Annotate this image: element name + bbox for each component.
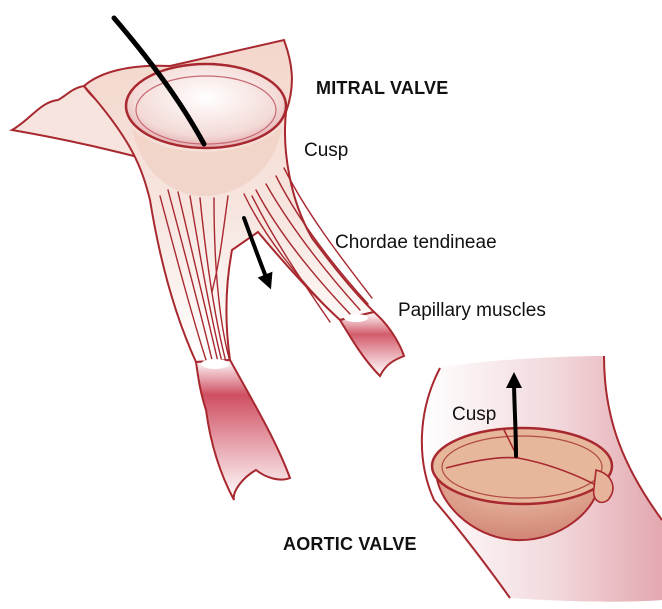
aortic-valve [422,356,662,602]
mitral-valve-title: MITRAL VALVE [316,78,449,98]
muscle-highlight-left [201,359,229,369]
mitral-valve [12,40,404,500]
aortic-valve-title: AORTIC VALVE [283,534,417,554]
papillary-muscle-left [196,360,290,500]
aortic-annulus [432,428,612,504]
mitral-cusp-label: Cusp [304,140,349,161]
papillary-muscles-label: Papillary muscles [398,300,546,321]
papillary-muscle-right [340,312,404,376]
aortic-cusp-label: Cusp [452,404,497,425]
chordae-tendineae-label: Chordae tendineae [335,232,497,253]
muscle-highlight-right [344,314,368,322]
aortic-outflow-arrow [514,380,516,456]
